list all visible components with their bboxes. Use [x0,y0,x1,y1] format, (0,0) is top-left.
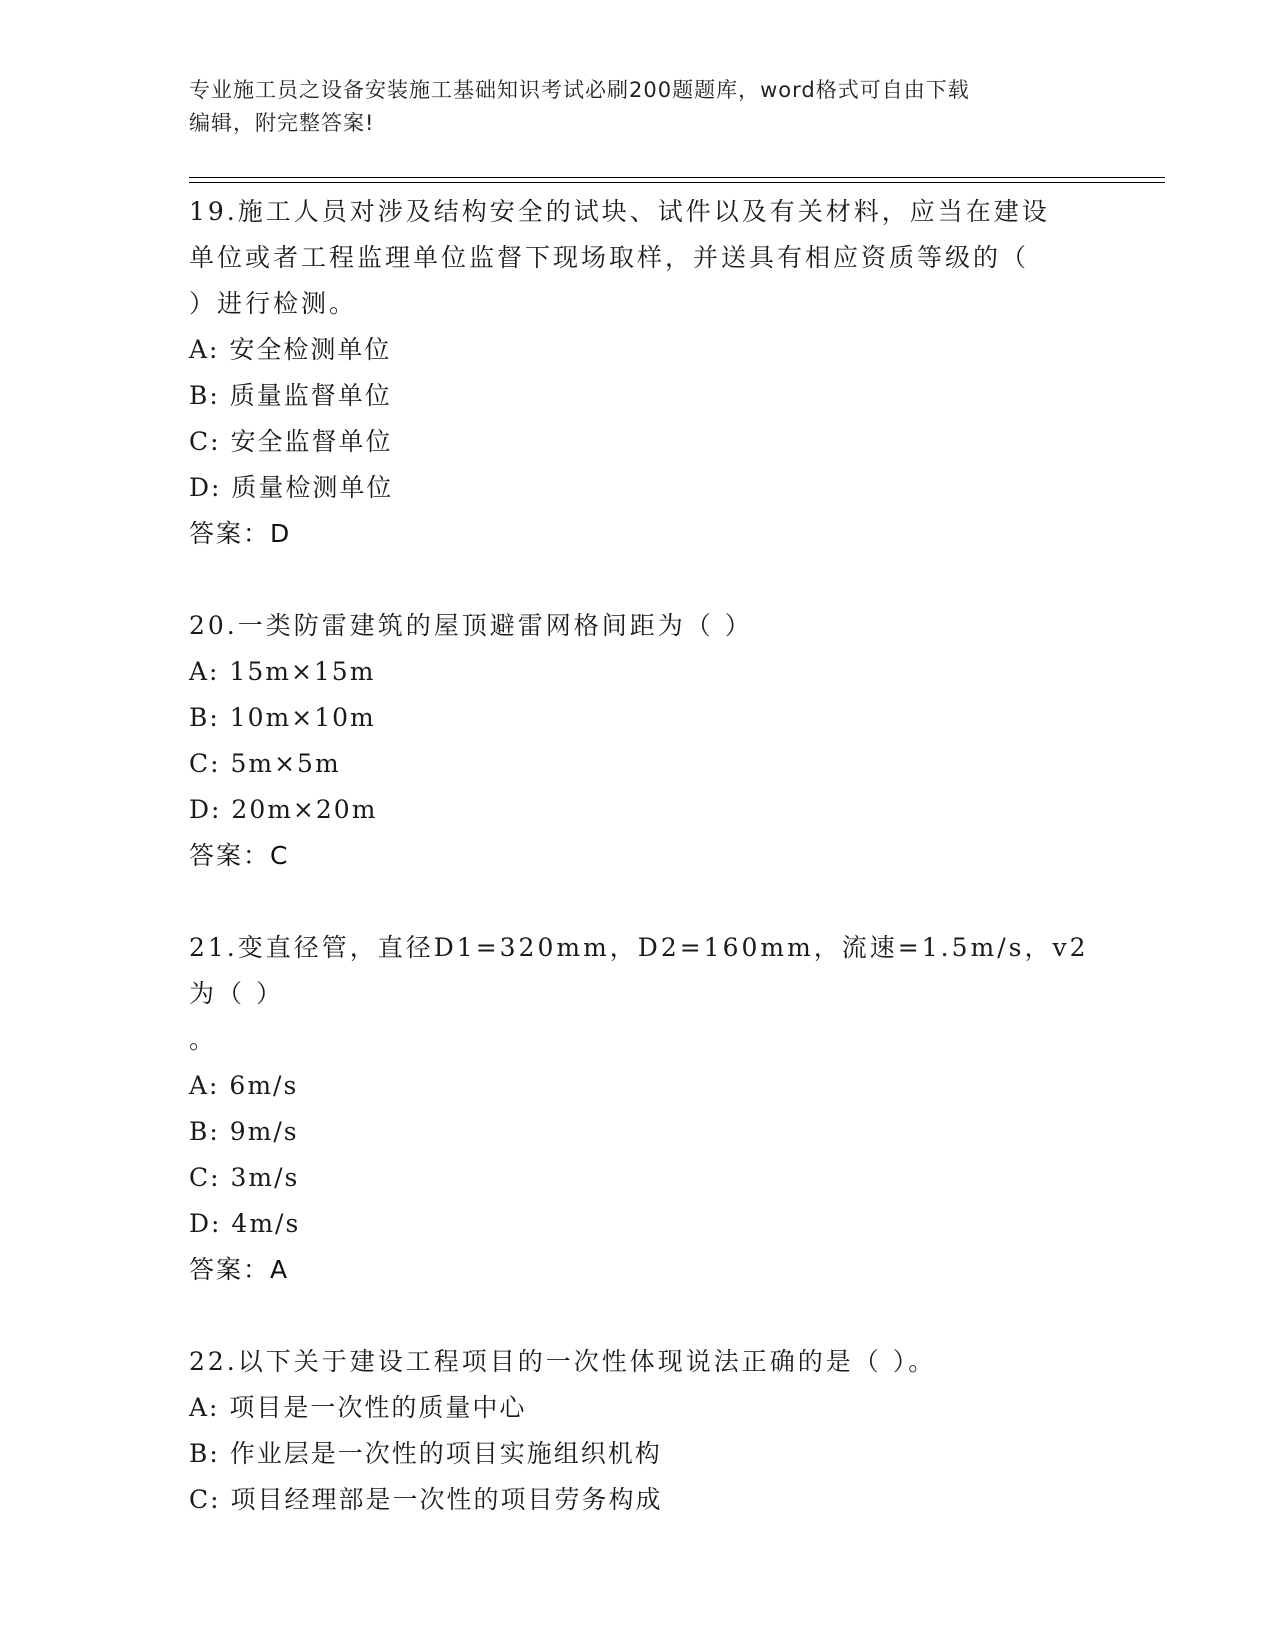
answer-label: 答案：D [189,519,292,548]
option-a: A: 安全检测单位 [189,335,392,364]
question-stem-line: 21.变直径管，直径D1=320mm，D2=160mm，流速=1.5m/s，v2为（ ） [189,933,1089,1008]
question-stem-line: ）进行检测。 [189,289,358,318]
option-c: C: 项目经理部是一次性的项目劳务构成 [189,1485,663,1514]
answer-label: 答案：A [189,1255,290,1284]
option-d: D: 20m×20m [189,795,378,824]
option-a: A: 项目是一次性的质量中心 [189,1393,527,1422]
question-22 [189,1339,1089,1523]
option-c: C: 5m×5m [189,749,341,778]
option-b: B: 质量监督单位 [189,381,392,410]
option-a: A: 6m/s [189,1071,299,1100]
question-21 [189,925,1089,1293]
option-d: D: 4m/s [189,1209,301,1238]
question-20 [189,603,1089,879]
option-b: B: 作业层是一次性的项目实施组织机构 [189,1439,662,1468]
option-d: D: 质量检测单位 [189,473,394,502]
question-list [189,189,1089,1523]
question-stem-line: 20.一类防雷建筑的屋顶避雷网格间距为（ ） [189,611,753,640]
question-stem-line: 单位或者工程监理单位监督下现场取样，并送具有相应资质等级的（ [189,243,1030,272]
question-stem-line: 22.以下关于建设工程项目的一次性体现说法正确的是（ ）。 [189,1347,937,1376]
answer-label: 答案：C [189,841,290,870]
header-double-rule [189,177,1165,183]
question-stem-line: 19.施工人员对涉及结构安全的试块、试件以及有关材料，应当在建设 [189,197,1050,226]
option-a: A: 15m×15m [189,657,376,686]
header-title-line-2: 编辑，附完整答案! [189,111,375,135]
option-b: B: 10m×10m [189,703,376,732]
question-19 [189,189,1089,557]
option-c: C: 3m/s [189,1163,300,1192]
header-title-line-1: 专业施工员之设备安装施工基础知识考试必刷200题题库，word格式可自由下载 [189,78,970,102]
question-stem-line: 。 [189,1025,218,1054]
option-b: B: 9m/s [189,1117,299,1146]
option-c: C: 安全监督单位 [189,427,393,456]
document-header [189,74,1069,140]
